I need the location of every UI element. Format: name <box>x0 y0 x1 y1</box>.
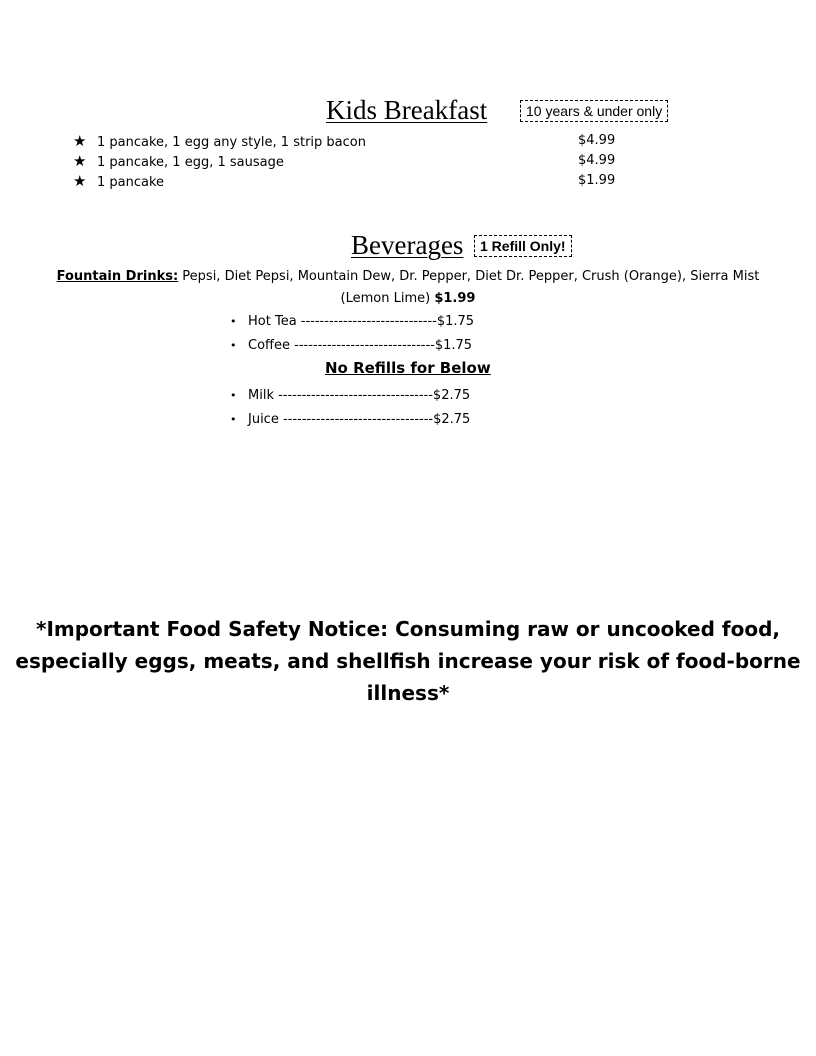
item-name: Hot Tea <box>248 314 297 329</box>
dot-leader: --------------------------------- <box>278 388 433 403</box>
no-refills-heading: No Refills for Below <box>325 359 491 377</box>
kids-breakfast-list <box>73 131 693 191</box>
age-limit-badge: 10 years & under only <box>520 100 668 122</box>
list-item <box>230 310 474 334</box>
item-price: $4.99 <box>578 133 616 148</box>
fountain-drinks-description <box>0 266 816 310</box>
notice-line: illness* <box>366 681 450 705</box>
beverages-title: Beverages <box>351 230 464 260</box>
star-icon: ★ <box>73 172 87 190</box>
dot-leader: -------------------------------- <box>282 412 434 427</box>
list-item <box>230 334 474 358</box>
refill-beverage-list <box>230 310 474 358</box>
kids-breakfast-title: Kids Breakfast <box>326 95 488 125</box>
list-item <box>230 408 470 432</box>
refill-badge: 1 Refill Only! <box>474 235 572 257</box>
fountain-drinks-label: Fountain Drinks: <box>56 269 179 284</box>
list-item <box>230 384 470 408</box>
item-price: $1.99 <box>578 173 616 188</box>
bullet-icon: • <box>230 339 237 352</box>
food-safety-notice <box>0 613 816 709</box>
item-price: $2.75 <box>432 388 471 403</box>
item-price: $1.75 <box>436 314 475 329</box>
bullet-icon: • <box>230 315 237 328</box>
item-name: Milk <box>248 388 274 403</box>
bullet-icon: • <box>230 389 237 402</box>
star-icon: ★ <box>73 152 87 170</box>
fountain-drinks-list-cont: (Lemon Lime) <box>340 291 435 306</box>
no-refill-beverage-list <box>230 384 470 432</box>
dot-leader: ----------------------------- <box>300 314 437 329</box>
item-name: 1 pancake <box>97 175 165 190</box>
list-item <box>73 171 693 191</box>
notice-line: especially eggs, meats, and shellfish increase your risk of food-borne <box>15 649 801 673</box>
fountain-drinks-price: $1.99 <box>434 291 476 306</box>
list-item <box>73 131 693 151</box>
bullet-icon: • <box>230 413 237 426</box>
dot-leader: ------------------------------ <box>294 338 435 353</box>
list-item <box>73 151 693 171</box>
item-name: 1 pancake, 1 egg, 1 sausage <box>97 155 284 170</box>
item-name: Coffee <box>248 338 290 353</box>
fountain-drinks-list: Pepsi, Diet Pepsi, Mountain Dew, Dr. Pepper, Diet Dr. Pepper, Crush (Orange), Sierra Mist <box>178 269 760 284</box>
notice-line: *Important Food Safety Notice: Consuming raw or uncooked food, <box>36 617 780 641</box>
item-price: $2.75 <box>433 412 471 427</box>
item-name: Juice <box>248 412 279 427</box>
item-name: 1 pancake, 1 egg any style, 1 strip bacon <box>97 135 366 150</box>
star-icon: ★ <box>73 132 87 150</box>
item-price: $4.99 <box>578 153 616 168</box>
item-price: $1.75 <box>434 338 473 353</box>
